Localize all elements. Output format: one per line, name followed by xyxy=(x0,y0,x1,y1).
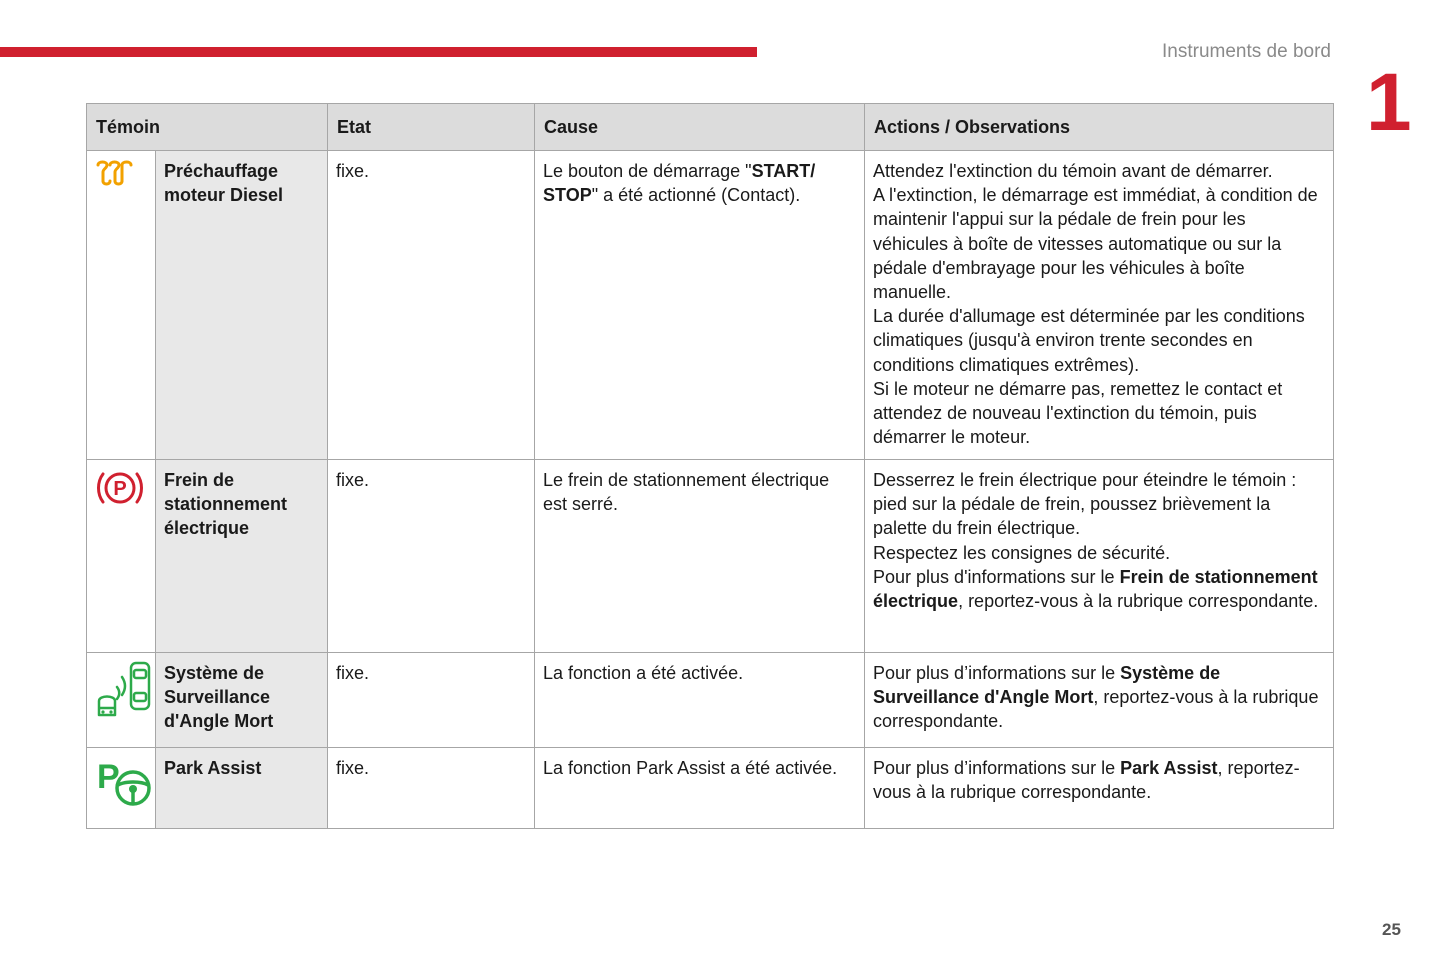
action-reference xyxy=(873,756,1325,804)
state-cell: fixe. xyxy=(328,653,535,748)
action-reference xyxy=(873,661,1325,734)
icon-cell xyxy=(87,748,156,829)
park-assist-letter: P xyxy=(97,758,120,796)
name-line: électrique xyxy=(164,518,250,539)
action-ref-bold: Système de Surveillance d'Angle Mort xyxy=(873,663,1221,708)
column-header-cause: Cause xyxy=(535,104,865,151)
warning-lights-table xyxy=(86,103,1334,829)
action-ref-text: , reportez-vous à la rubrique correspondante. xyxy=(873,758,1300,803)
table-header-row xyxy=(87,104,1334,151)
icon-cell xyxy=(87,460,156,653)
warning-light-name xyxy=(156,460,328,653)
preheating-coil-icon xyxy=(95,159,135,187)
warning-light-name: Park Assist xyxy=(156,748,328,829)
actions-cell xyxy=(865,748,1334,829)
action-paragraph: La durée d'allumage est déterminée par les conditions climatiques (jusqu'à environ trente secondes en conditions climatiques extrêmes). xyxy=(873,306,1305,375)
cause-text: " a été actionné (Contact). xyxy=(591,185,801,206)
icon-cell xyxy=(87,151,156,460)
action-paragraph: Respectez les consignes de sécurité. xyxy=(873,542,1171,563)
action-paragraph: A l'extinction, le démarrage est immédiat, à condition de maintenir l'appui sur la pédale de frein pour les véhicules à boîte de vitesses automatique ou sur la pédale d'embrayage pour les véhicules à boîte manuelle. xyxy=(873,185,1318,303)
column-header-actions: Actions / Observations xyxy=(865,104,1334,151)
action-ref-text: Pour plus d'informations sur le xyxy=(873,566,1120,587)
table-row xyxy=(87,653,1334,748)
table-row xyxy=(87,151,1334,460)
action-paragraph: Desserrez le frein électrique pour éteindre le témoin : pied sur la pédale de frein, poussez brièvement la palette du frein électrique. xyxy=(873,470,1297,539)
cause-bold-text: START/ STOP xyxy=(543,161,816,206)
state-cell: fixe. xyxy=(328,748,535,829)
warning-light-name: Préchauffage moteur Diesel xyxy=(156,151,328,460)
action-reference xyxy=(873,565,1325,613)
name-line: Frein de xyxy=(164,470,235,490)
section-title: Instruments de bord xyxy=(1162,41,1331,62)
parking-brake-icon xyxy=(95,468,145,508)
table-row xyxy=(87,748,1334,829)
state-cell: fixe. xyxy=(328,460,535,653)
column-header-temoin: Témoin xyxy=(87,104,328,151)
actions-cell xyxy=(865,653,1334,748)
actions-cell xyxy=(865,151,1334,460)
header-accent-bar xyxy=(0,47,757,57)
chapter-number: 1 xyxy=(1366,57,1412,148)
action-ref-text: , reportez-vous à la rubrique correspondante. xyxy=(873,687,1319,732)
warning-light-name xyxy=(156,653,328,748)
cause-cell: La fonction a été activée. xyxy=(535,653,865,748)
name-line: Système de xyxy=(164,663,265,683)
name-line: Surveillance xyxy=(164,687,271,708)
state-cell: fixe. xyxy=(328,151,535,460)
action-ref-text: , reportez-vous à la rubrique correspondante. xyxy=(958,591,1319,612)
name-line: d'Angle Mort xyxy=(164,711,274,732)
action-paragraph: Si le moteur ne démarre pas, remettez le contact et attendez de nouveau l'extinction du témoin, puis démarrer le moteur. xyxy=(873,378,1283,448)
action-ref-bold: Frein de stationnement électrique xyxy=(873,566,1318,612)
parking-brake-letter: P xyxy=(113,478,127,500)
action-paragraph: Attendez l'extinction du témoin avant de démarrer. xyxy=(873,161,1273,181)
icon-cell xyxy=(87,653,156,748)
actions-cell xyxy=(865,460,1334,653)
cause-cell xyxy=(535,151,865,460)
cause-cell: La fonction Park Assist a été activée. xyxy=(535,748,865,829)
action-ref-bold: Park Assist xyxy=(1120,758,1218,778)
table-row xyxy=(87,460,1334,653)
cause-cell: Le frein de stationnement électrique est serré. xyxy=(535,460,865,653)
page-number: 25 xyxy=(1382,920,1401,939)
name-line: stationnement xyxy=(164,494,288,515)
action-ref-text: Pour plus d’informations sur le xyxy=(873,663,1121,683)
cause-text: Le bouton de démarrage " xyxy=(543,161,752,181)
park-assist-icon xyxy=(95,756,155,806)
action-ref-text: Pour plus d’informations sur le xyxy=(873,758,1121,778)
blind-spot-monitoring-icon xyxy=(95,661,153,719)
column-header-etat: Etat xyxy=(328,104,535,151)
